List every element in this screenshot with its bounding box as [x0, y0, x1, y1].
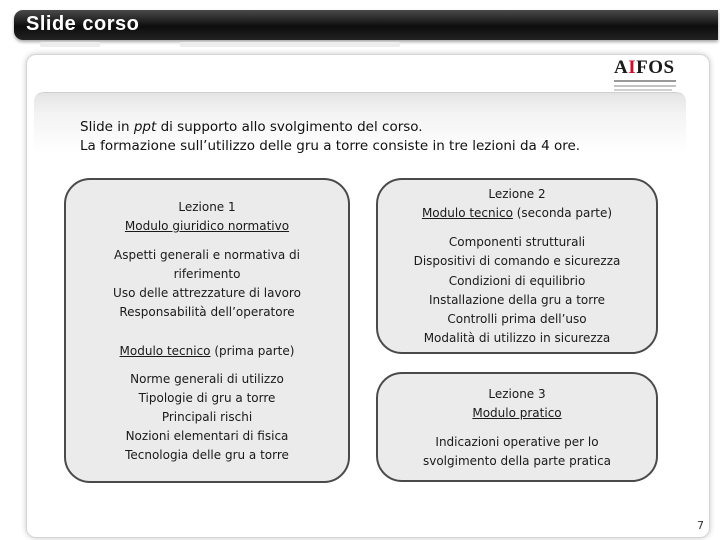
lesson-1-subtopic: Tecnologia delle gru a torre [125, 448, 289, 462]
lesson-1-subtopic: Norme generali di utilizzo [130, 372, 284, 386]
intro-text [80, 118, 680, 156]
lesson-3-title: Lezione 3 [488, 387, 546, 401]
logo-tagline [614, 85, 676, 87]
lesson-2-topic: Condizioni di equilibrio [448, 274, 586, 288]
lesson-2-topic: Installazione della gru a torre [428, 293, 606, 307]
lesson-2-title: Lezione 2 [488, 187, 546, 201]
slide-title: Slide corso [26, 13, 140, 35]
title-reflection-2 [180, 42, 400, 47]
lesson-2-box [376, 178, 658, 354]
lesson-1-subtopic: Principali rischi [161, 410, 253, 424]
lesson-3-box [376, 372, 658, 482]
aifos-logo [614, 58, 680, 90]
lesson-1-module: Modulo giuridico normativo [124, 219, 290, 233]
lesson-1-box [64, 178, 350, 483]
lesson-2-topic: Componenti strutturali [448, 235, 586, 249]
lesson-3-topic: svolgimento della parte pratica [422, 454, 612, 468]
title-reflection [40, 42, 100, 47]
lesson-3-module: Modulo pratico [472, 406, 562, 420]
logo-wordmark: AIFOS [614, 57, 675, 78]
lesson-1-topic: Uso delle attrezzature di lavoro [113, 286, 301, 300]
title-bar [14, 10, 718, 40]
lesson-3-topic: Indicazioni operative per lo [435, 435, 599, 449]
lesson-1-topic: Responsabilità dell’operatore [119, 305, 295, 319]
intro-line-2: La formazione sull’utilizzo delle gru a torre consiste in tre lezioni da 4 ore. [80, 138, 581, 154]
lesson-2-topic: Dispositivi di comando e sicurezza [413, 254, 621, 268]
logo-rule [614, 80, 676, 82]
intro-line-1: Slide in ppt di supporto allo svolgimento del corso. [80, 119, 423, 135]
lesson-2-topic: Controlli prima dell’uso [447, 312, 587, 326]
lesson-1-subtopic: Nozioni elementari di fisica [125, 429, 289, 443]
lesson-1-topic: Aspetti generali e normativa di [114, 248, 300, 262]
lesson-1-submodule: Modulo tecnico (prima parte) [119, 344, 295, 358]
logo-tagline-2 [614, 89, 672, 91]
page-number: 7 [697, 519, 704, 532]
lesson-1-title: Lezione 1 [178, 200, 236, 214]
lesson-1-topic: riferimento [173, 267, 241, 281]
lesson-2-topic: Modalità di utilizzo in sicurezza [423, 331, 611, 345]
lesson-2-module: Modulo tecnico (seconda parte) [421, 206, 613, 220]
lesson-1-subtopic: Tipologie di gru a torre [138, 391, 276, 405]
